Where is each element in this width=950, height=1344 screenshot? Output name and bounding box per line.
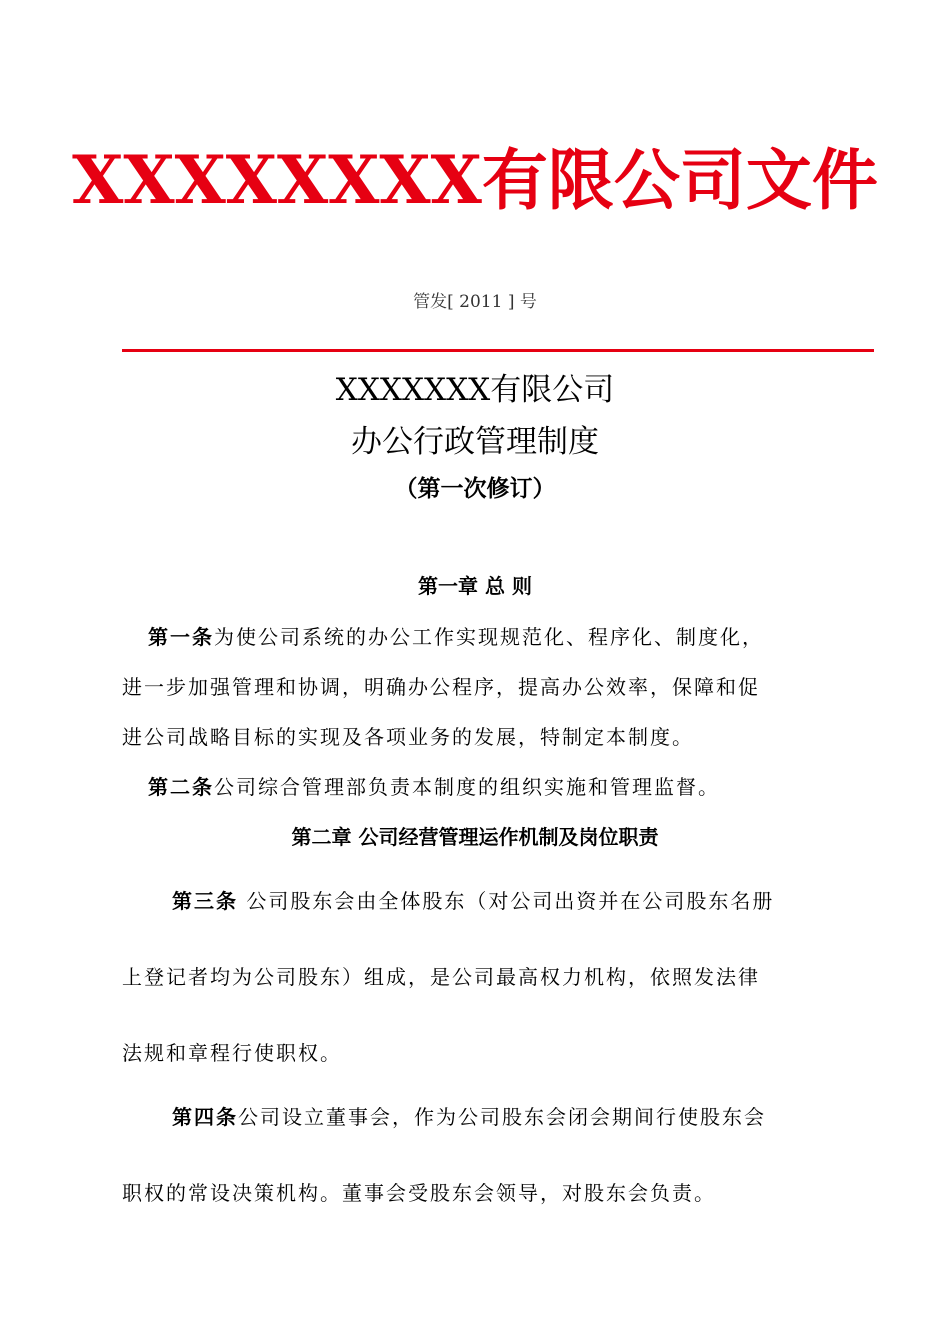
chapter-heading: 第一章 总 则 <box>418 574 532 598</box>
revision-note: （第一次修订） <box>394 475 556 502</box>
article-text: 公司设立董事会，作为公司股东会闭会期间行使股东会 <box>238 1105 766 1129</box>
article-label: 第一条 <box>148 625 214 649</box>
article-text: 为使公司系统的办公工作实现规范化、程序化、制度化， <box>214 625 764 649</box>
article-line: 进公司战略目标的实现及各项业务的发展，特制定本制度。 <box>122 725 694 749</box>
article-first-line <box>172 1102 766 1132</box>
article-line: 进一步加强管理和协调，明确办公程序，提高办公效率，保障和促 <box>122 675 760 699</box>
article-first-line <box>148 622 764 652</box>
article-first-line <box>172 886 774 916</box>
document-number: 管发[ 2011 ] 号 <box>413 292 537 312</box>
article-text: 公司综合管理部负责本制度的组织实施和管理监督。 <box>214 775 720 799</box>
policy-title: 办公行政管理制度 <box>351 424 599 460</box>
document-header-title: XXXXXXXX有限公司文件 <box>72 141 878 219</box>
article-line: 职权的常设决策机构。董事会受股东会领导，对股东会负责。 <box>122 1181 716 1205</box>
article-first-line <box>148 772 720 802</box>
article-text: 公司股东会由全体股东（对公司出资并在公司股东名册 <box>238 889 775 913</box>
article-label: 第二条 <box>148 775 214 799</box>
chapter-heading: 第二章 公司经营管理运作机制及岗位职责 <box>291 825 659 849</box>
article-line: 上登记者均为公司股东）组成，是公司最高权力机构，依照发法律 <box>122 965 760 989</box>
article-label: 第三条 <box>172 889 238 913</box>
company-name-title: XXXXXXX有限公司 <box>335 372 615 408</box>
article-line: 法规和章程行使职权。 <box>122 1041 342 1065</box>
article-label: 第四条 <box>172 1105 238 1129</box>
red-divider-rule <box>122 349 874 352</box>
